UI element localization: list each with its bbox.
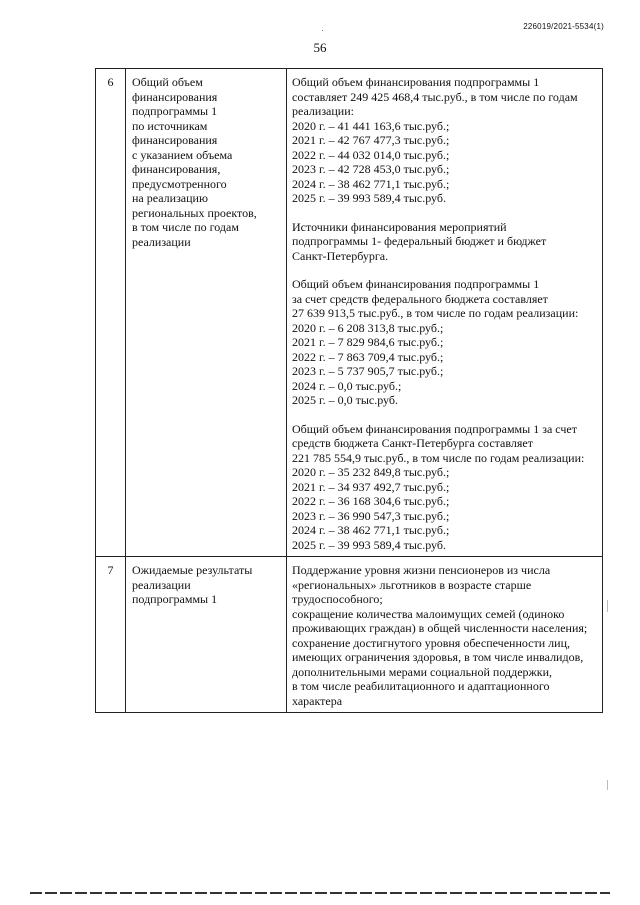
scan-mark xyxy=(607,780,608,790)
value-line: имеющих ограничения здоровья, в том числе инвалидов, xyxy=(292,650,584,664)
value-line: 2022 г. – 7 863 709,4 тыс.руб.; xyxy=(292,349,444,364)
parameter-name-line: Ожидаемые результаты xyxy=(132,563,253,577)
value-line: подпрограммы 1- федеральный бюджет и бюджет xyxy=(292,234,547,248)
parameter-name-line: подпрограммы 1 xyxy=(132,104,218,118)
value-line: сохранение достигнутого уровня обеспеченности лиц, xyxy=(292,635,571,650)
scan-speck xyxy=(322,30,323,31)
value-line: 2020 г. – 6 208 313,8 тыс.руб.; xyxy=(292,320,444,335)
value-line: характера xyxy=(292,693,343,708)
parameter-name-line: по источникам xyxy=(132,118,208,133)
page-number: 56 xyxy=(313,40,327,55)
value-line: 2024 г. – 38 462 771,1 тыс.руб.; xyxy=(292,523,450,537)
value-line: 2022 г. – 44 032 014,0 тыс.руб.; xyxy=(292,147,450,162)
footer-dashed-line xyxy=(30,892,610,894)
value-paragraph xyxy=(292,75,598,206)
table-row xyxy=(96,557,603,713)
value-line: 2025 г. – 39 993 589,4 тыс.руб. xyxy=(292,537,446,552)
value-line: Санкт-Петербурга. xyxy=(292,248,389,263)
value-line: 2025 г. – 0,0 тыс.руб. xyxy=(292,393,398,407)
parameter-name-line: реализации xyxy=(132,234,191,249)
row-parameter-name xyxy=(126,557,287,713)
value-line: 2021 г. – 34 937 492,7 тыс.руб.; xyxy=(292,479,450,494)
row-parameter-value xyxy=(287,557,603,713)
paragraph-gap xyxy=(292,263,598,277)
value-line: средств бюджета Санкт-Петербурга составляет xyxy=(292,436,533,450)
value-line: 2025 г. – 39 993 589,4 тыс.руб. xyxy=(292,191,446,205)
parameter-name-line: региональных проектов, xyxy=(132,205,257,220)
value-paragraph xyxy=(292,277,598,408)
value-line: составляет 249 425 468,4 тыс.руб., в том числе по годам xyxy=(292,89,578,104)
value-line: в том числе реабилитационного и адаптационного xyxy=(292,679,550,693)
parameter-name-line: финансирования xyxy=(132,89,218,104)
value-line: 2021 г. – 42 767 477,3 тыс.руб.; xyxy=(292,133,450,147)
row-parameter-name xyxy=(126,69,287,557)
parameter-name-line: реализации xyxy=(132,577,191,592)
scan-mark xyxy=(607,600,608,612)
parameter-name-line: финансирования, xyxy=(132,162,221,176)
value-line: за счет средств федерального бюджета составляет xyxy=(292,291,548,306)
value-line: дополнительными мерами социальной поддержки, xyxy=(292,664,553,679)
value-line: Источники финансирования мероприятий xyxy=(292,219,507,234)
document-code: 226019/2021-5534(1) xyxy=(523,22,604,31)
table-body xyxy=(96,69,603,713)
parameter-name-line: с указанием объема xyxy=(132,147,233,162)
program-passport-table xyxy=(95,68,603,713)
value-line: 2020 г. – 35 232 849,8 тыс.руб.; xyxy=(292,465,450,479)
value-line: 2023 г. – 42 728 453,0 тыс.руб.; xyxy=(292,162,450,176)
parameter-name-line: в том числе по годам xyxy=(132,220,239,234)
row-parameter-value xyxy=(287,69,603,557)
value-line: 2022 г. – 36 168 304,6 тыс.руб.; xyxy=(292,494,450,508)
paragraph-gap xyxy=(292,408,598,422)
paragraph-gap xyxy=(292,206,598,220)
value-paragraph xyxy=(292,422,598,553)
value-paragraph xyxy=(292,220,598,264)
value-line: Общий объем финансирования подпрограммы 1 xyxy=(292,75,540,89)
value-line: 2021 г. – 7 829 984,6 тыс.руб.; xyxy=(292,335,444,349)
parameter-name-line: финансирования xyxy=(132,133,218,147)
value-line: трудоспособного; xyxy=(292,592,383,606)
value-line: Общий объем финансирования подпрограммы 1 xyxy=(292,277,540,291)
value-line: Поддержание уровня жизни пенсионеров из числа xyxy=(292,563,551,577)
row-number: 7 xyxy=(96,557,126,713)
parameter-name-line: предусмотренного xyxy=(132,176,227,191)
value-line: сокращение количества малоимущих семей (одиноко xyxy=(292,606,565,621)
value-line: 2024 г. – 38 462 771,1 тыс.руб.; xyxy=(292,176,450,191)
value-line: проживающих граждан) в общей численности населения; xyxy=(292,621,588,635)
value-line: 2023 г. – 36 990 547,3 тыс.руб.; xyxy=(292,508,450,523)
table-row xyxy=(96,69,603,557)
value-line: 221 785 554,9 тыс.руб., в том числе по годам реализации: xyxy=(292,450,585,465)
value-line: 2023 г. – 5 737 905,7 тыс.руб.; xyxy=(292,364,444,378)
parameter-name-line: подпрограммы 1 xyxy=(132,592,218,606)
value-line: 27 639 913,5 тыс.руб., в том числе по годам реализации: xyxy=(292,306,579,320)
value-line: реализации: xyxy=(292,104,354,118)
row-number: 6 xyxy=(96,69,126,557)
value-line: 2020 г. – 41 441 163,6 тыс.руб.; xyxy=(292,118,450,133)
value-line: 2024 г. – 0,0 тыс.руб.; xyxy=(292,378,402,393)
value-paragraph xyxy=(292,563,598,708)
parameter-name-line: Общий объем xyxy=(132,75,203,89)
value-line: Общий объем финансирования подпрограммы 1 за счет xyxy=(292,421,577,436)
value-line: «региональных» льготников в возрасте старше xyxy=(292,577,532,592)
parameter-name-line: на реализацию xyxy=(132,191,208,205)
